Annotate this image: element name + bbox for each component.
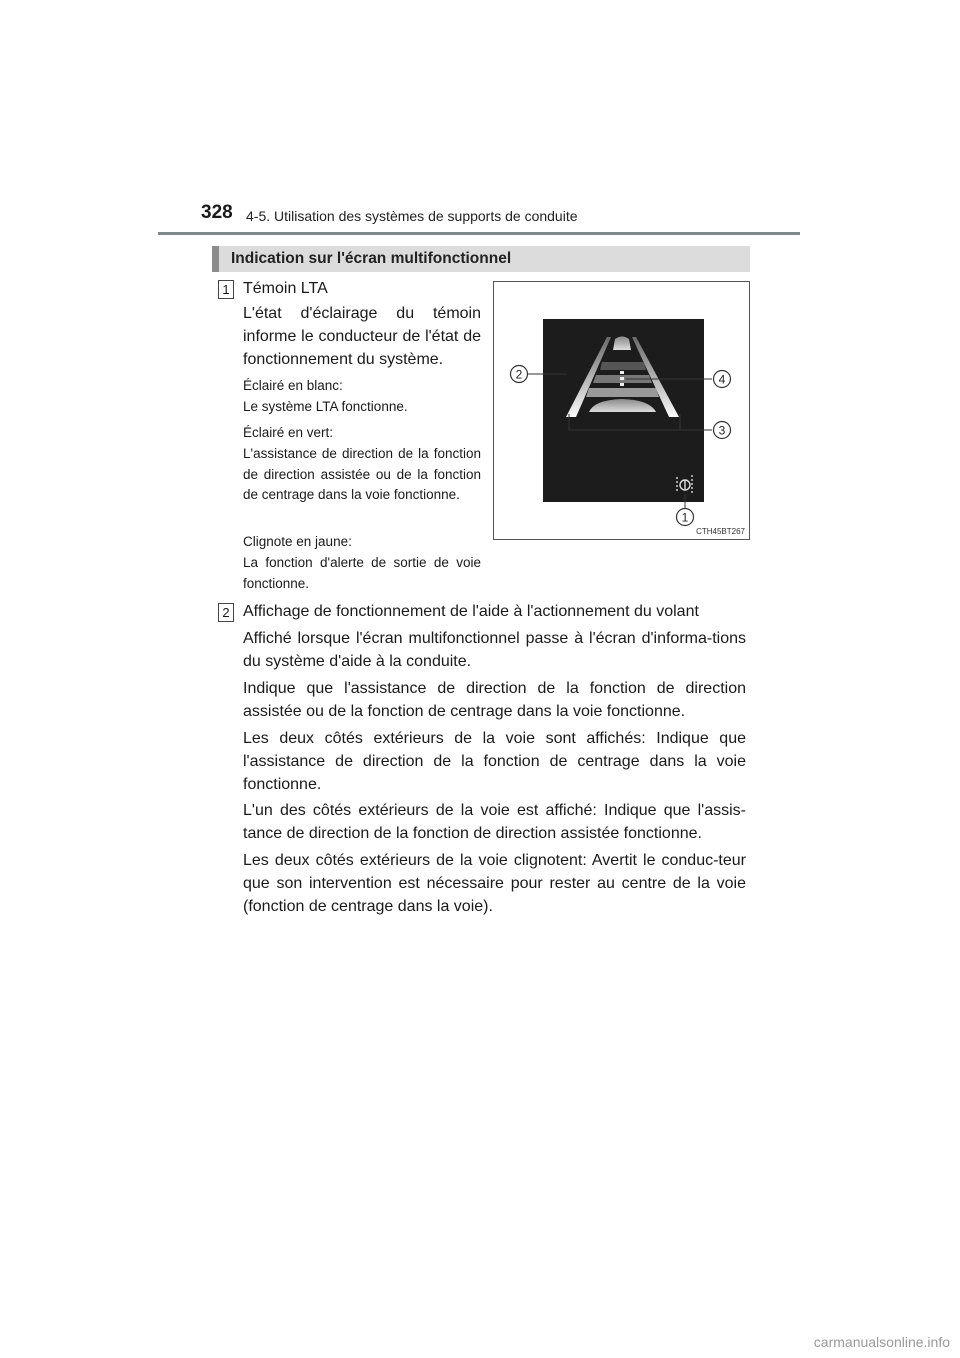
item1-state-green-label: Éclairé en vert: — [243, 425, 334, 440]
item1-title: Témoin LTA — [243, 280, 328, 297]
callout-1: 1 — [681, 510, 689, 525]
item1-description: L'état d'éclairage du témoin informe le conducteur de l'état de fonctionnement du système. — [243, 305, 481, 368]
item2-number-box: 2 — [218, 603, 234, 622]
item1-state-yellow-text: La fonction d'alerte de sortie de voie fonctionne. — [243, 555, 481, 591]
lane-band-far — [600, 362, 646, 370]
item1-state-yellow-label: Clignote en jaune: — [243, 534, 352, 549]
header-rule — [158, 232, 800, 235]
section-header-bar — [212, 246, 750, 272]
lead-vehicle-icon — [613, 337, 631, 351]
watermark-text: carmanualsonline.info — [813, 1334, 950, 1350]
item2-paragraph-3: Les deux côtés extérieurs de la voie sont affichés: Indique que l'assistance de direction de la fonction de centrage dans la voie fonctionne. — [243, 730, 746, 793]
page-number: 328 — [201, 202, 233, 223]
center-marker-dots — [620, 371, 624, 386]
running-header: 4-5. Utilisation des systèmes de supports de conduite — [246, 208, 578, 224]
lane-band-near — [586, 388, 659, 397]
figure-multi-display — [493, 281, 750, 540]
callout-4: 4 — [718, 372, 726, 387]
figure-illustration — [494, 282, 751, 541]
callout-3: 3 — [718, 423, 726, 438]
callout-2: 2 — [515, 367, 523, 382]
item1-state-green-text: L'assistance de direction de la fonction de direction assistée ou de la fonction de centrage dans la voie fonctionne. — [243, 446, 481, 502]
item1-number-box: 1 — [218, 280, 234, 299]
section-title: Indication sur l'écran multifonctionnel — [231, 250, 512, 267]
item1-state-white-text: Le système LTA fonctionne. — [243, 399, 408, 414]
item2-paragraph-1: Affiché lorsque l'écran multifonctionnel passe à l'écran d'informa-tions du système d'aide à la conduite. — [243, 630, 746, 670]
item2-paragraph-4: L'un des côtés extérieurs de la voie est affiché: Indique que l'assis-tance de direction de la fonction de direction assistée fonctionne. — [243, 802, 746, 842]
item1-state-white-label: Éclairé en blanc: — [243, 378, 343, 393]
item2-paragraph-2: Indique que l'assistance de direction de la fonction de direction assistée ou de la fonction de centrage dans la voie fonctionne. — [243, 680, 746, 720]
item2-title: Affichage de fonctionnement de l'aide à l'actionnement du volant — [243, 603, 699, 620]
figure-code: CTH45BT267 — [696, 527, 745, 536]
item2-paragraph-5: Les deux côtés extérieurs de la voie clignotent: Avertit le conduc-teur que son intervention est nécessaire pour rester au centre de la voie (fonction de centrage dans la voie). — [243, 852, 746, 915]
